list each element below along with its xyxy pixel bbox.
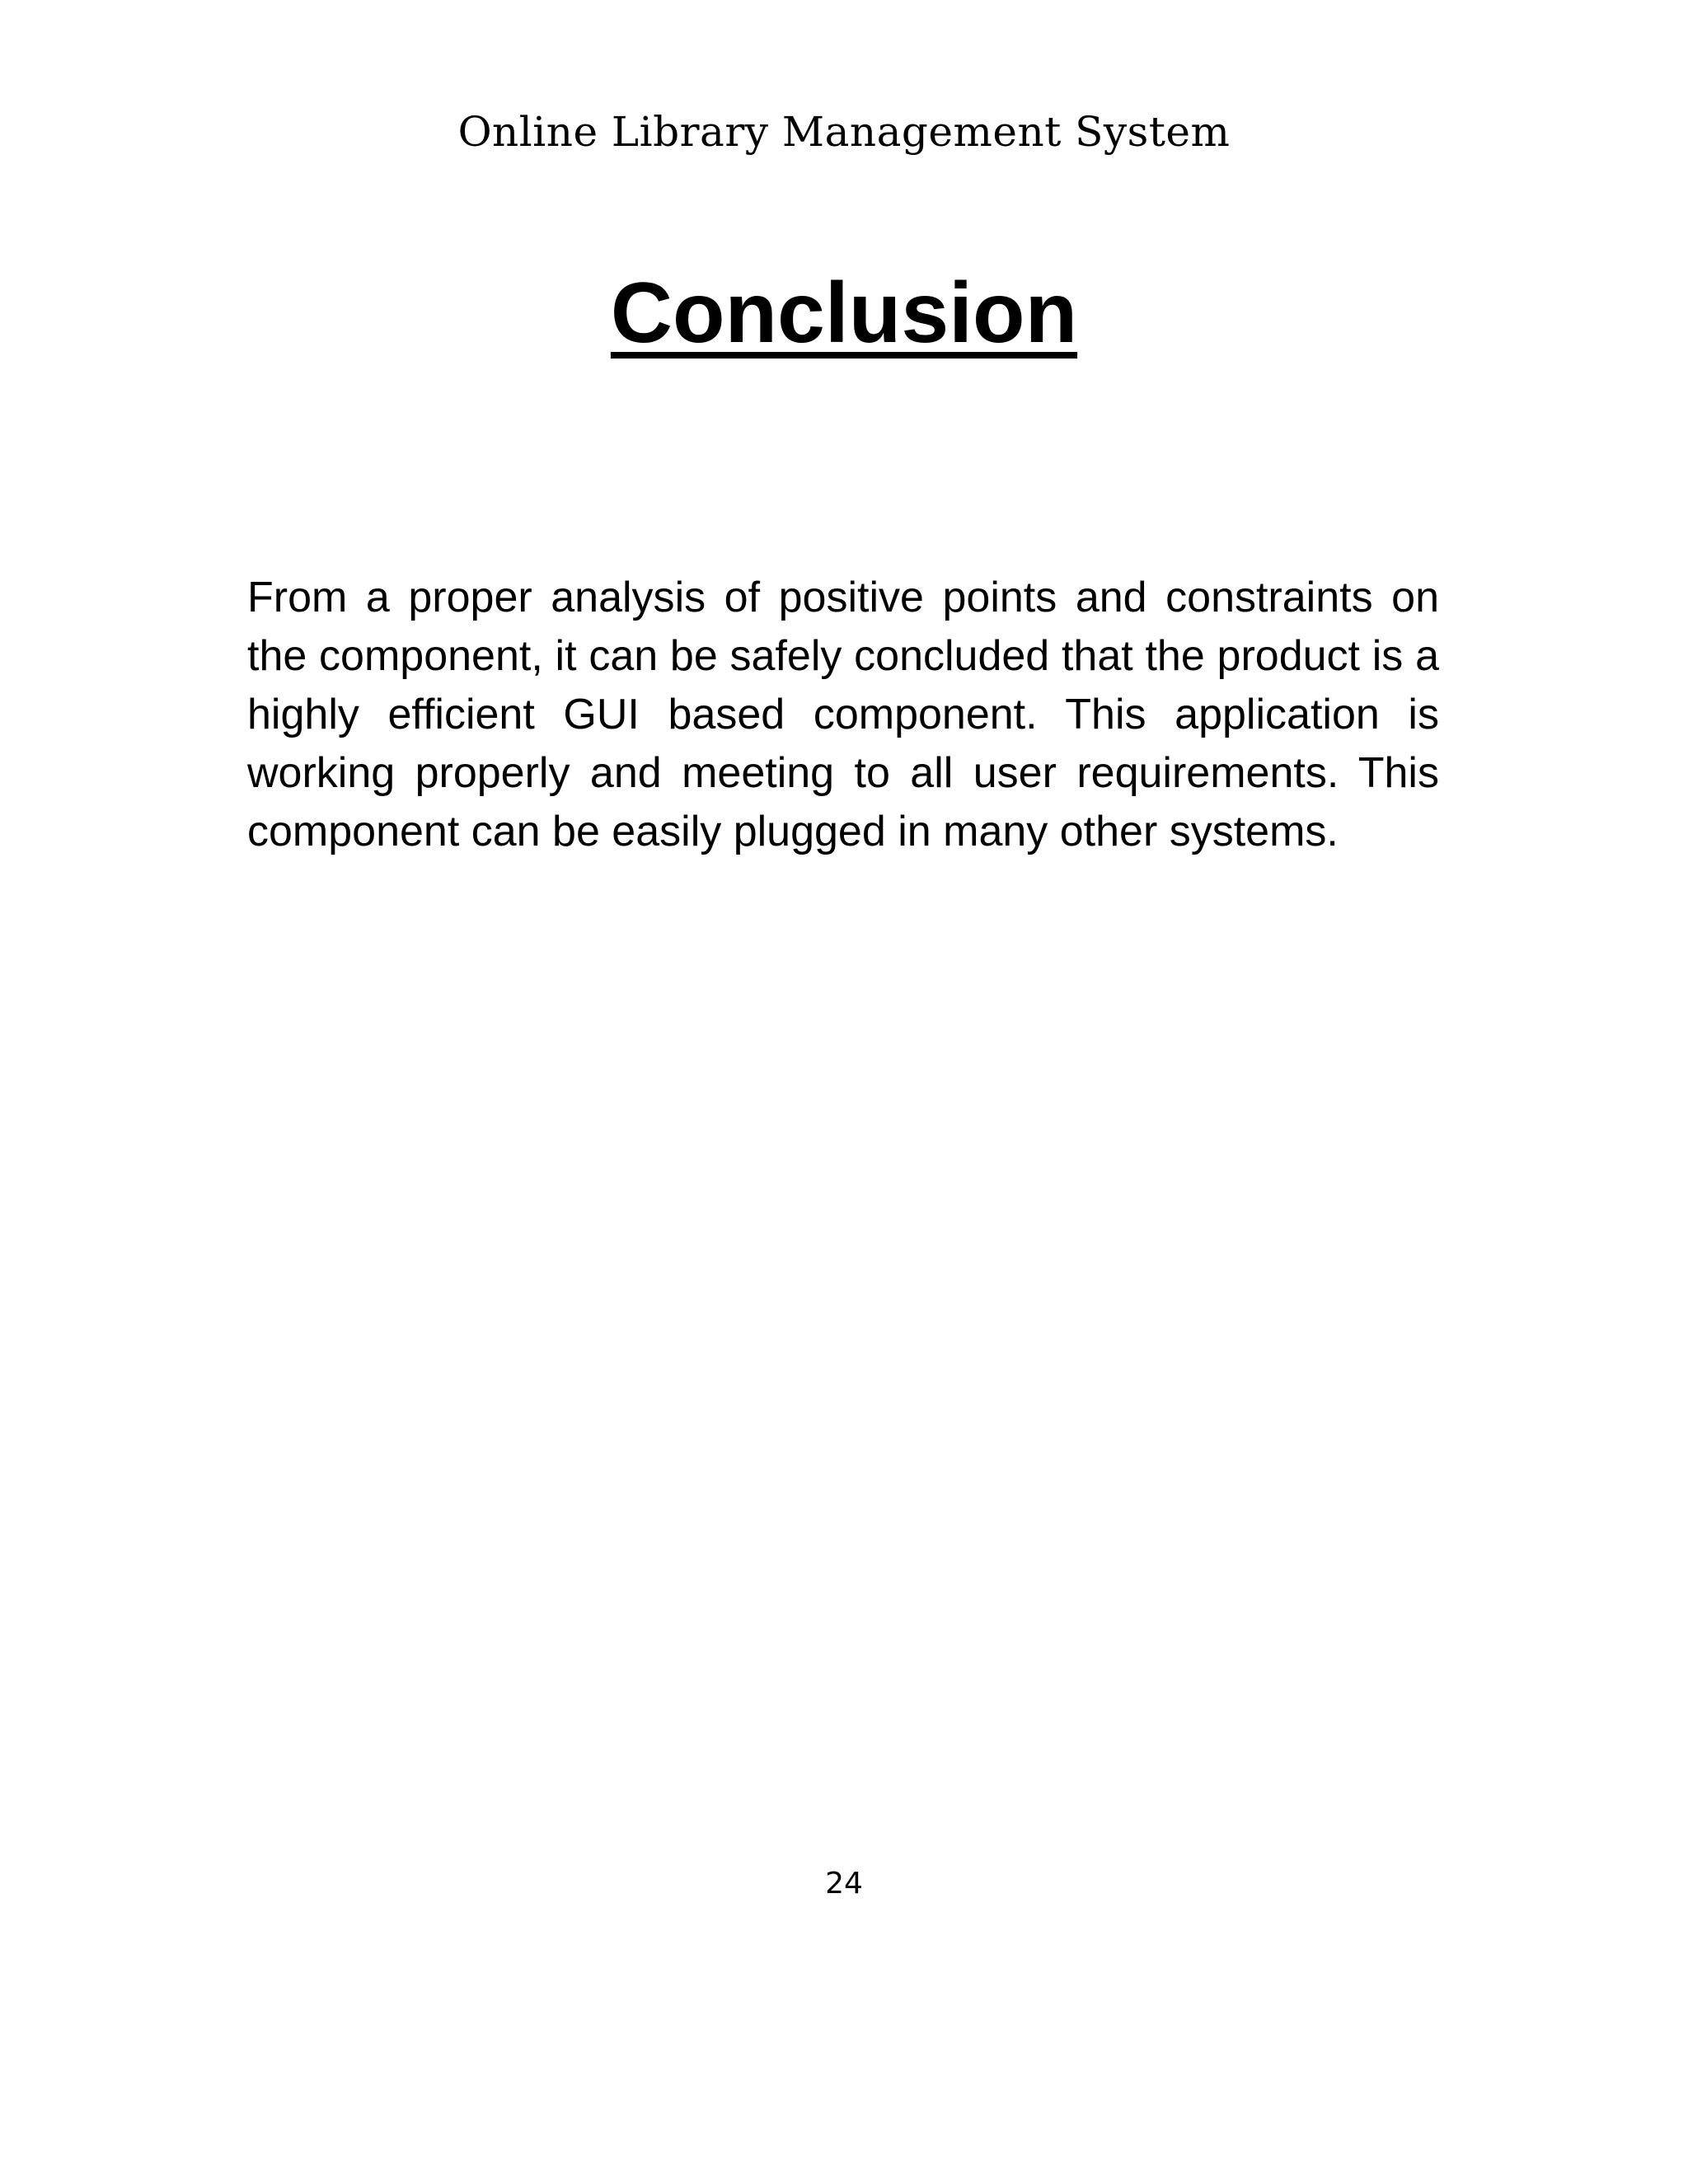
- page-title-text: Conclusion: [610, 265, 1078, 361]
- running-header: Online Library Management System: [457, 108, 1231, 156]
- conclusion-paragraph: From a proper analysis of positive points and constraints on the component, it can be safely concluded that the product is a highly efficient GUI based component. This application is working properly and meeting to all user requirements. This component can be easily plugged in many other systems.: [247, 574, 1439, 855]
- page-number: 24: [825, 1867, 863, 1900]
- page-title: [0, 262, 1688, 364]
